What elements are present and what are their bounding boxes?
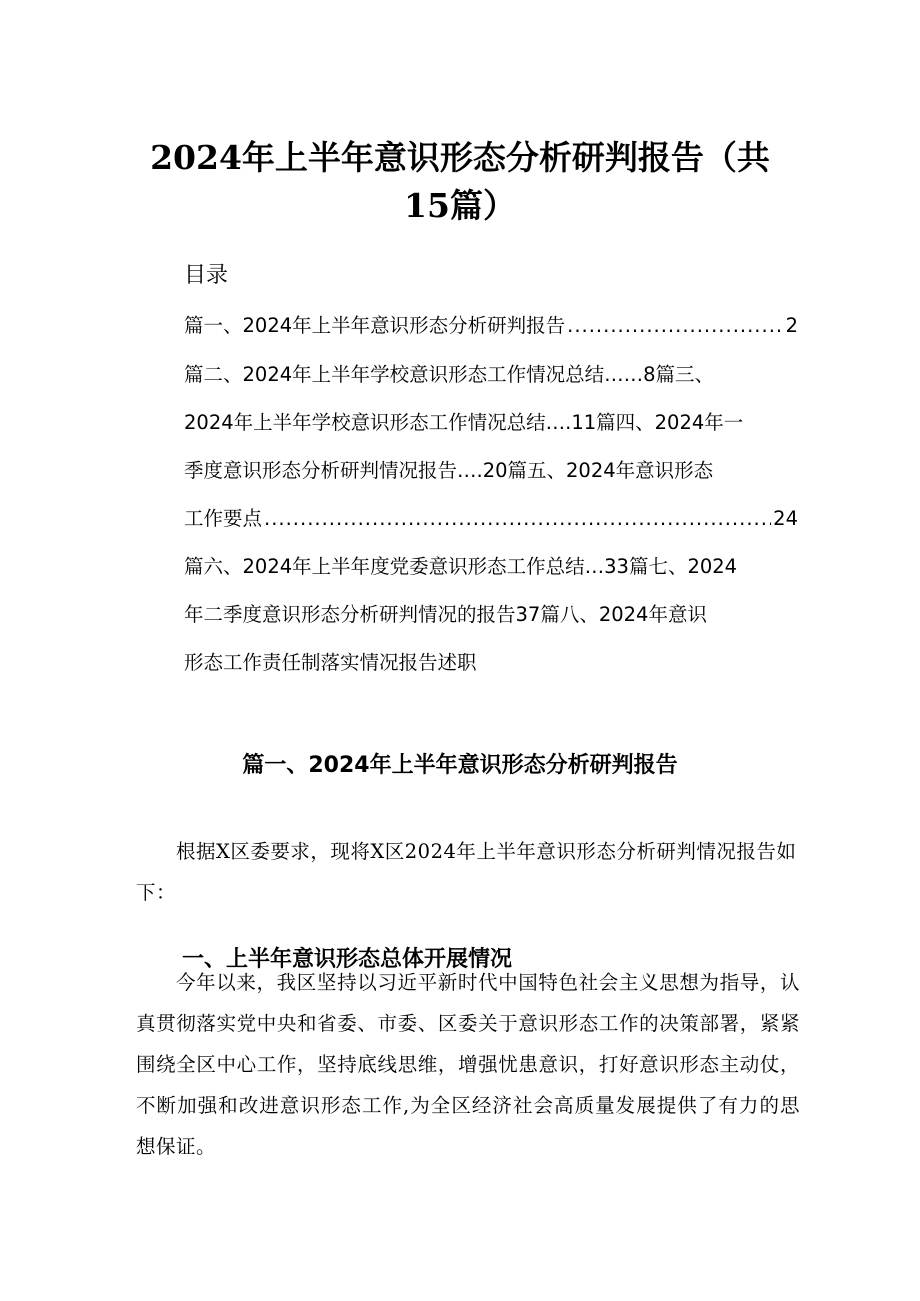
toc-entry[interactable]: 年二季度意识形态分析研判情况的报告37篇八、2024年意识: [184, 603, 707, 626]
body-paragraph: 今年以来，我区坚持以习近平新时代中国特色社会主义思想为指导，认真贯彻落实党中央和省委、市委、区委关于意识形态工作的决策部署，紧紧围绕全区中心工作，坚持底线思维，增强忧患意识，打好意识形态主动仗，不断加强和改进意识形态工作,为全区经济社会高质量发展提供了有力的思想保证。: [136, 971, 800, 1158]
toc-entry[interactable]: 篇六、2024年上半年度党委意识形态工作总结…33篇七、2024: [184, 555, 738, 578]
toc-leader-dots: [264, 504, 771, 534]
toc-entry[interactable]: [184, 311, 798, 341]
toc-entry[interactable]: 季度意识形态分析研判情况报告….20篇五、2024年意识形态: [184, 459, 714, 482]
document-title-line1: 2024年上半年意识形态分析研判报告（共: [150, 138, 770, 177]
toc-page-number: 24: [773, 507, 798, 530]
toc-entry-text: 篇一、2024年上半年意识形态分析研判报告: [184, 314, 566, 337]
toc-entry[interactable]: 形态工作责任制落实情况报告述职: [184, 651, 477, 674]
toc-entry[interactable]: [184, 504, 798, 534]
toc-heading: 目录: [184, 263, 229, 288]
toc-leader-dots: [567, 311, 783, 341]
toc-entry[interactable]: 篇二、2024年上半年学校意识形态工作情况总结……8篇三、: [184, 363, 715, 386]
toc-entry[interactable]: 2024年上半年学校意识形态工作情况总结….11篇四、2024年一: [184, 411, 744, 434]
subheading: 一、上半年意识形态总体开展情况: [182, 947, 513, 972]
section-title: 篇一、2024年上半年意识形态分析研判报告: [242, 753, 678, 779]
toc-entry-text: 工作要点: [184, 507, 263, 530]
toc-page-number: 2: [785, 314, 798, 337]
intro-paragraph: 根据X区委要求，现将X区2024年上半年意识形态分析研判情况报告如下：: [136, 840, 797, 904]
document-title-line2: 15篇）: [404, 186, 516, 225]
